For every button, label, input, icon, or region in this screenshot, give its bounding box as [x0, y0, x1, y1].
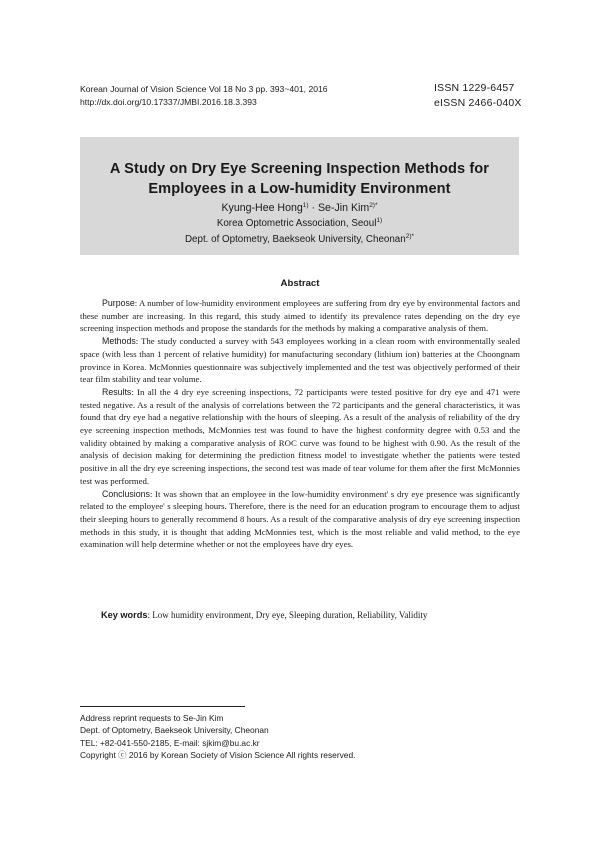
author-separator: · — [308, 202, 318, 214]
paper-title — [80, 160, 519, 199]
title-line-2: Employees in a Low-humidity Environment — [148, 180, 451, 197]
affiliation-1-mark: 1) — [376, 217, 383, 224]
affiliation-2 — [80, 232, 519, 248]
conclusions-text: : It was shown that an employee in the low-humidity environment' s dry eye presence was significantly related to the employee' s sleeping hours. Therefore, there is the need for an education program to encourage them to adjust their sleeping hours to generally recommend 8 hours. As a result of the comparative analysis of dry eye screening inspection methods in this study, it is thought that adding McMonnies test, which is the most reliable and valid method, to the eye examination will help determine whether or not the employees have dry eyes. — [80, 488, 520, 550]
results-text: : In all the 4 dry eye screening inspections, 72 participants were tested positive for dry eye and 471 were tested negative. As a result of the analysis of correlations between the 72 participants and the general characteristics, it was found that dry eye had a negative relationship with the hours of sleeping. As a result of the analysis of reliability of the dry eye screening inspection methods, McMonnies test was found to have the highest conformity degree with 0.53 and the validity obtained by making a comparative analysis of ROC curve was found to be highest with 0.90. As the result of the analysis of decision making for determining the prediction fitness model to investigate whether the patients were tested positive in all the dry eye screening inspections, the second test was made of tear volume for them after the first McMonnies test was performed. — [80, 386, 520, 486]
footnote-line-1: Address reprint requests to Se-Jin Kim — [80, 713, 224, 723]
journal-citation: Korean Journal of Vision Science Vol 18 No 3 pp. 393~401, 2016 — [80, 84, 328, 94]
footnote-line-3: TEL: +82-041-550-2185, E-mail: sjkim@bu.ac.kr — [80, 737, 260, 748]
abstract-heading: Abstract — [280, 278, 320, 289]
purpose-text: : A number of low-humidity environment employees are suffering from dry eye by environmental factors and these number are increasing. In this regard, this study aimed to identify its prevalence rates depending on the dry eye screening inspection methods and propose the standards for the methods by making a comparative analysis of them. — [80, 298, 520, 334]
author-1-affil-mark: 1) — [302, 202, 309, 209]
affiliation-1-text: Korea Optometric Association, Seoul — [216, 218, 377, 229]
affiliation-1 — [80, 216, 519, 232]
author-2: Se-Jin Kim — [317, 202, 370, 214]
author-1: Kyung-Hee Hong — [221, 202, 303, 214]
issn-block — [434, 81, 522, 111]
title-line-1: A Study on Dry Eye Screening Inspection Methods for — [109, 161, 490, 177]
doi-link[interactable]: http://dx.doi.org/10.17337/JMBI.2016.18.3.393 — [80, 96, 257, 107]
abstract-conclusions — [80, 488, 520, 552]
copyright: Copyright ⓒ 2016 by Korean Society of Vision Science All rights reserved. — [80, 749, 356, 760]
keywords — [101, 610, 427, 620]
correspondence-footnote — [80, 712, 355, 761]
author-2-affil-mark: 2)* — [369, 202, 378, 209]
footnote-line-2: Dept. of Optometry, Baekseok University, Cheonan — [80, 725, 269, 736]
purpose-label: Purpose — [102, 298, 135, 308]
authors — [80, 201, 519, 216]
keywords-label: Key words — [101, 610, 148, 620]
footnote-divider — [80, 706, 245, 707]
abstract-results — [80, 386, 520, 488]
keywords-text: : Low humidity environment, Dry eye, Sleeping duration, Reliability, Validity — [147, 610, 428, 620]
methods-label: Methods — [102, 336, 136, 347]
abstract-purpose — [80, 297, 520, 335]
journal-header — [80, 83, 328, 108]
eissn: eISSN 2466-040X — [434, 97, 522, 109]
title-block — [80, 137, 519, 255]
abstract-body — [80, 297, 520, 551]
affiliation-2-mark: 2)* — [405, 232, 415, 240]
methods-text: : The study conducted a survey with 543 employees working in a clean room with environmentally sealed space (with less than 1 percent of relative humidity) for manufacturing secondary (lithium ion) batteries at the Choongnam province in Korea. McMonnies questionnaire was subjectively implemented and the test was objectively performed of their tear film stability and tear volume. — [80, 336, 520, 385]
conclusions-label: Conclusions — [102, 488, 150, 499]
affiliation-2-text: Dept. of Optometry, Baekseok University, Cheonan — [184, 233, 406, 245]
issn: ISSN 1229-6457 — [434, 82, 515, 94]
abstract-methods — [80, 335, 520, 386]
results-label: Results — [102, 386, 132, 397]
